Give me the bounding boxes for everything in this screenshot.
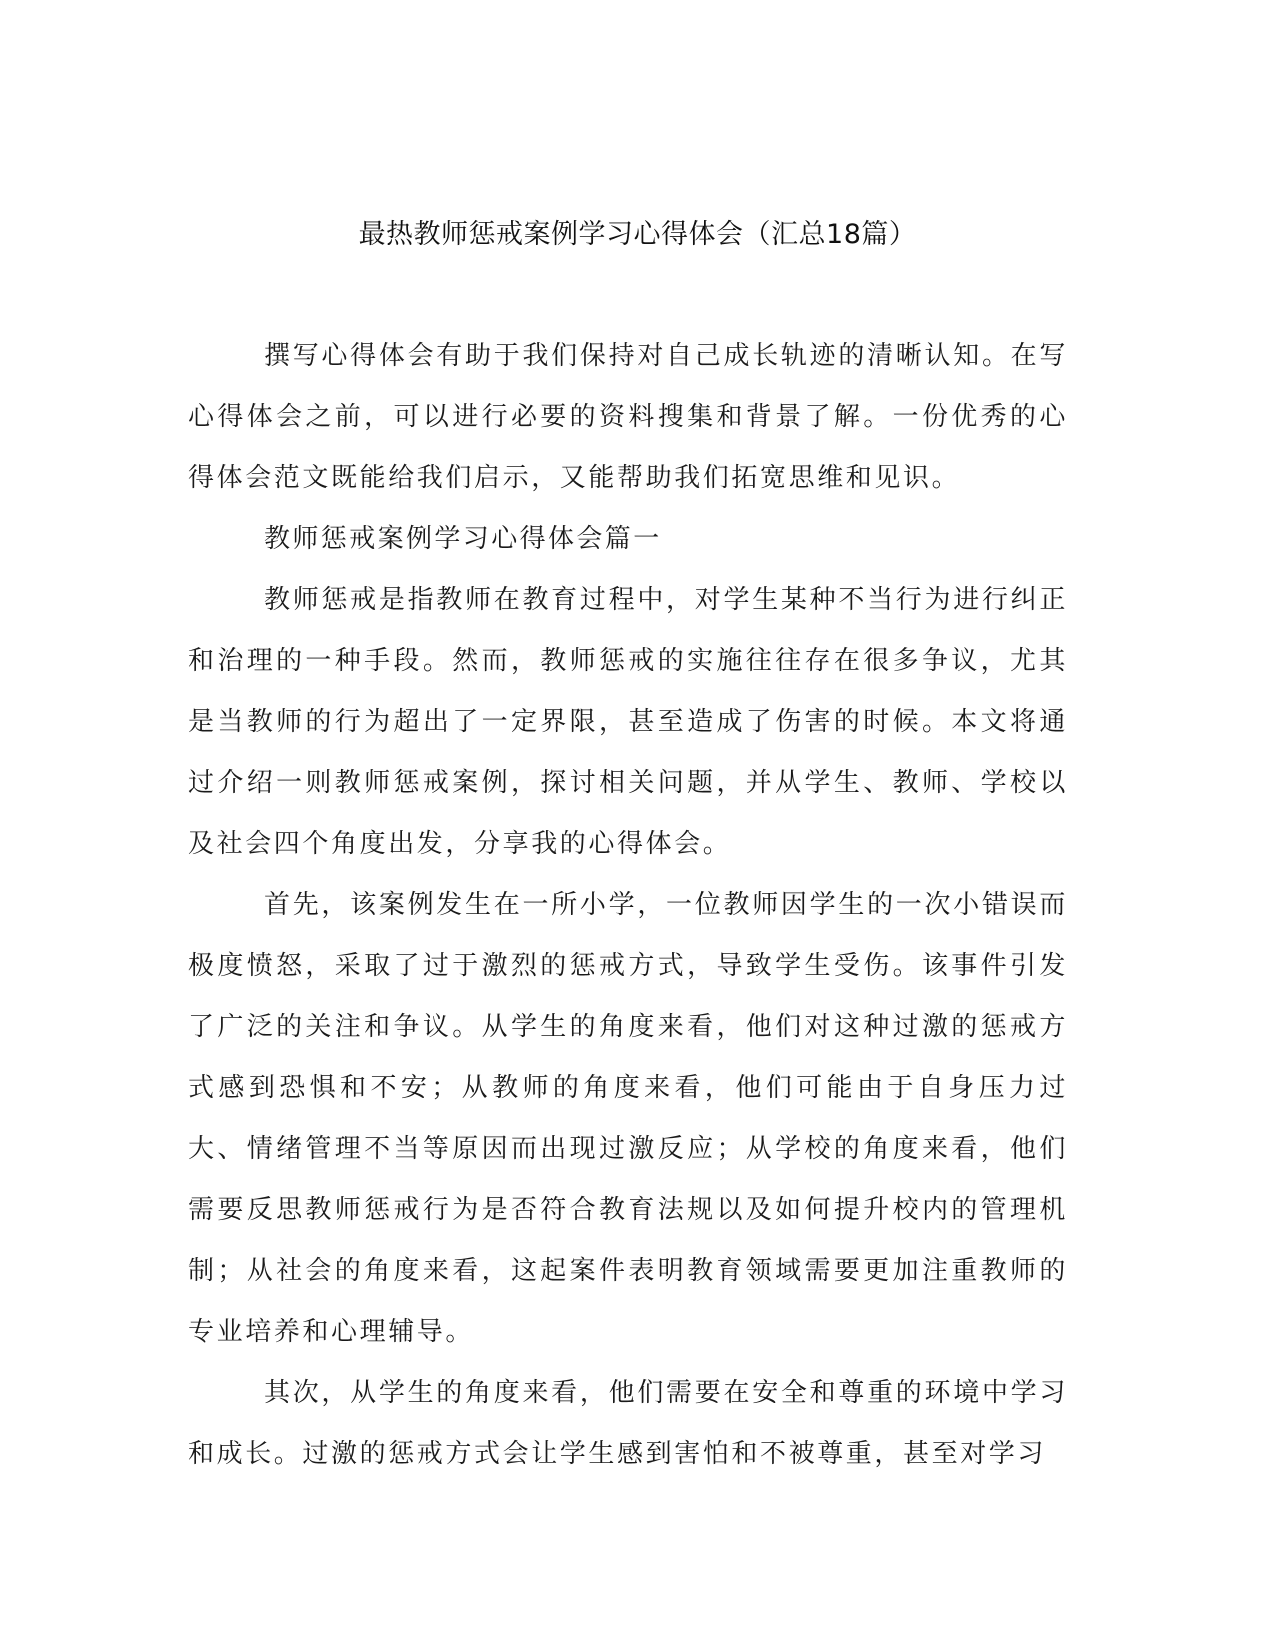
intro-paragraph: 撰写心得体会有助于我们保持对自己成长轨迹的清晰认知。在写心得体会之前，可以进行必要的资料搜集和背景了解。一份优秀的心得体会范文既能给我们启示，又能帮助我们拓宽思维和见识。 (188, 341, 1068, 493)
body-paragraph: 教师惩戒是指教师在教育过程中，对学生某种不当行为进行纠正和治理的一种手段。然而，教师惩戒的实施往往存在很多争议，尤其是当教师的行为超出了一定界限，甚至造成了伤害的时候。本文将通过介绍一则教师惩戒案例，探讨相关问题，并从学生、教师、学校以及社会四个角度出发，分享我的心得体会。 (188, 585, 1068, 859)
section-heading: 教师惩戒案例学习心得体会篇一 (264, 524, 662, 554)
document-title: 最热教师惩戒案例学习心得体会（汇总18篇） (358, 219, 917, 250)
body-paragraph: 首先，该案例发生在一所小学，一位教师因学生的一次小错误而极度愤怒，采取了过于激烈的惩戒方式，导致学生受伤。该事件引发了广泛的关注和争议。从学生的角度来看，他们对这种过激的惩戒方式感到恐惧和不安；从教师的角度来看，他们可能由于自身压力过大、情绪管理不当等原因而出现过激反应；从学校的角度来看，他们需要反思教师惩戒行为是否符合教育法规以及如何提升校内的管理机制；从社会的角度来看，这起案件表明教育领域需要更加注重教师的专业培养和心理辅导。 (188, 890, 1068, 1347)
body-paragraph: 其次，从学生的角度来看，他们需要在安全和尊重的环境中学习和成长。过激的惩戒方式会让学生感到害怕和不被尊重，甚至对学习 (188, 1378, 1068, 1469)
document-body (188, 326, 1068, 1485)
